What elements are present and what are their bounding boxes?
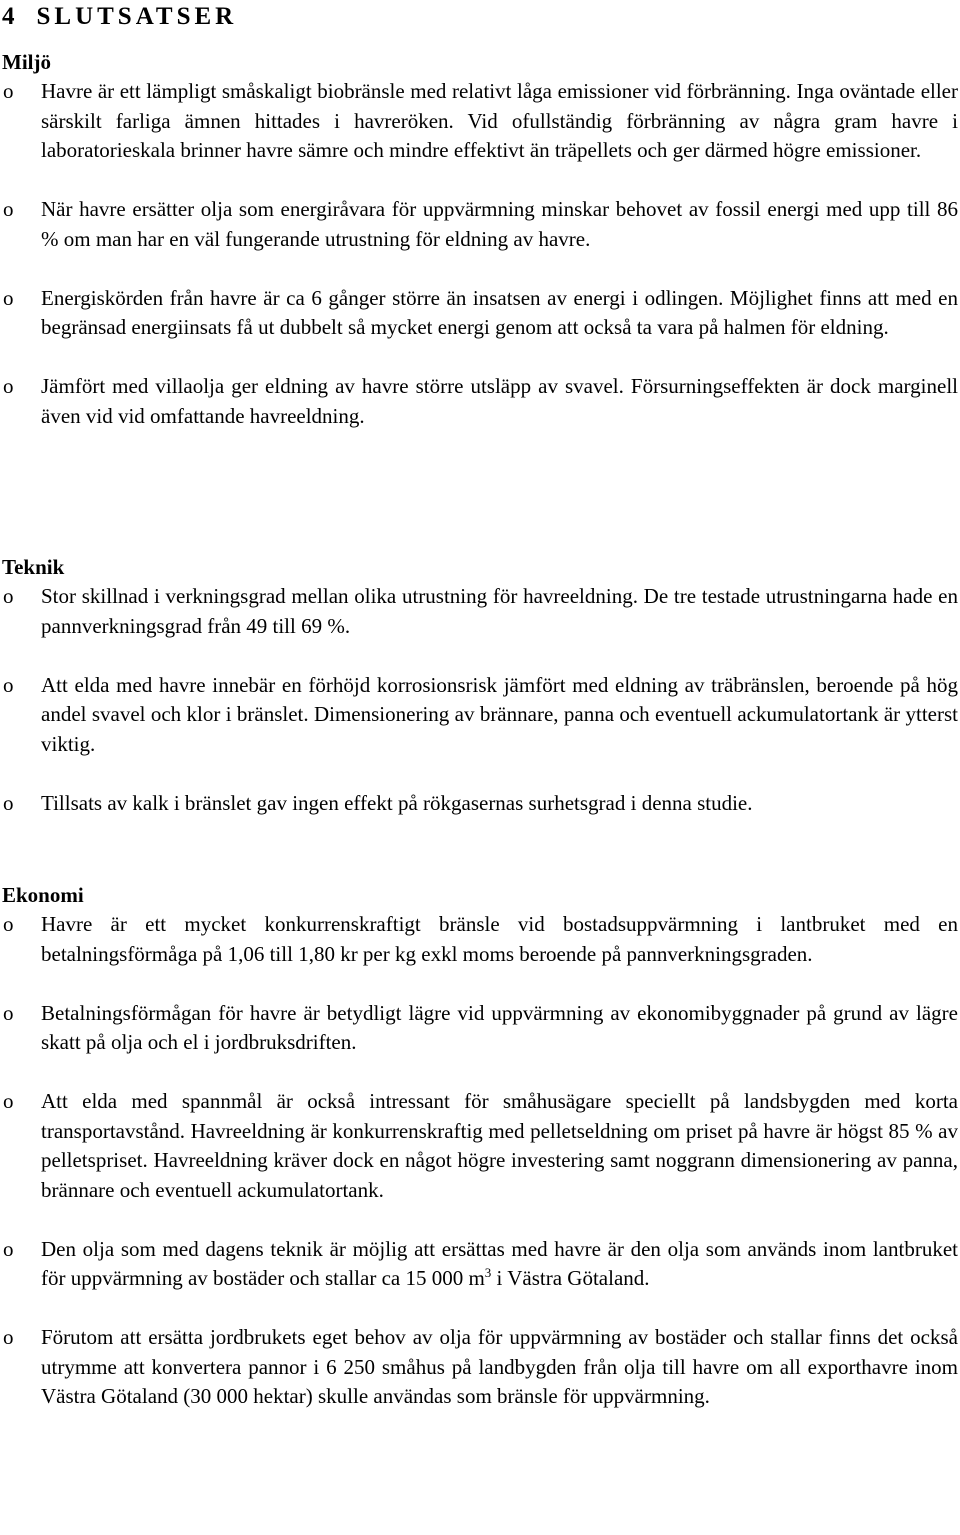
bullet-text-part: Den olja som med dagens teknik är möjlig att ersättas med havre är den olja som används inom lantbruket för uppvärmning av bostäder och stallar ca 15 000 m bbox=[41, 1236, 958, 1290]
superscript: 3 bbox=[484, 1265, 492, 1280]
bullet-text-part: i Västra Götaland. bbox=[491, 1266, 650, 1290]
bullet-text: Att elda med spannmål är också intressant för småhusägare speciellt på landsbygden med korta transportavstånd. Havreeldning är konkurrenskraftig med pelletseldning om priset på havre är högst 85 % av pelletspriset. Havreeldning kräver dock en något högre investering samt noggrann dimensionering av panna, brännare och eventuell ackumulatortank. bbox=[41, 1089, 958, 1202]
bullet-text: Stor skillnad i verkningsgrad mellan olika utrustning för havreeldning. De tre testade utrustningarna hade en pannverkningsgrad från 49 till 69 %. bbox=[41, 584, 958, 638]
bullet-marker: o bbox=[3, 912, 14, 936]
bullet-text: När havre ersätter olja som energiråvara för uppvärmning minskar behovet av fossil energi med upp till 86 % om man har en väl fungerande utrustning för eldning av havre. bbox=[41, 197, 958, 251]
section-ekonomi bbox=[0, 880, 960, 1412]
bullet-marker: o bbox=[3, 197, 14, 221]
list-item bbox=[0, 910, 960, 969]
bullet-text: Tillsats av kalk i bränslet gav ingen effekt på rökgasernas surhetsgrad i denna studie. bbox=[41, 790, 753, 815]
list-item bbox=[0, 284, 960, 343]
bullet-marker: o bbox=[3, 79, 14, 103]
list-item bbox=[0, 1087, 960, 1205]
list-item bbox=[0, 1235, 960, 1294]
bullet-marker: o bbox=[3, 1325, 14, 1349]
section-heading-teknik: Teknik bbox=[2, 555, 65, 579]
list-item bbox=[0, 789, 960, 819]
list-item bbox=[0, 999, 960, 1058]
bullet-marker: o bbox=[3, 374, 14, 398]
list-item bbox=[0, 671, 960, 760]
bullet-text: Energiskörden från havre är ca 6 gånger större än insatsen av energi i odlingen. Möjlighet finns att med en begränsad energiinsats få ut dubbelt så mycket energi genom att också ta vara på halmen för eldning. bbox=[41, 285, 958, 339]
section-miljo bbox=[0, 47, 960, 431]
bullet-marker: o bbox=[3, 1089, 14, 1113]
bullet-text: Förutom att ersätta jordbrukets eget behov av olja för uppvärmning av bostäder och stallar finns det också utrymme att konvertera pannor i 6 250 småhus på landbygden från olja till havre om all exporthavre inom Västra Götaland (30 000 hektar) skulle användas som bränsle för uppvärmning. bbox=[41, 1325, 958, 1408]
list-item bbox=[0, 372, 960, 431]
bullet-marker: o bbox=[3, 584, 14, 608]
chapter-number: 4 bbox=[2, 3, 15, 30]
bullet-marker: o bbox=[3, 1236, 14, 1261]
bullet-text: Att elda med havre innebär en förhöjd korrosionsrisk jämfört med eldning av träbränslen, beroende på hög andel svavel och klor i bränslet. Dimensionering av brännare, panna och eventuell ackumulatortank är ytterst viktig. bbox=[41, 672, 958, 756]
chapter-title bbox=[2, 0, 237, 34]
bullet-marker: o bbox=[3, 285, 14, 310]
list-item bbox=[0, 1323, 960, 1412]
bullet-marker: o bbox=[3, 1000, 14, 1025]
bullet-marker: o bbox=[3, 790, 14, 815]
list-item bbox=[0, 77, 960, 166]
bullet-text: Betalningsförmågan för havre är betydligt lägre vid uppvärmning av ekonomibyggnader på grund av lägre skatt på olja och el i jordbruksdriften. bbox=[41, 1000, 958, 1054]
bullet-text bbox=[41, 1235, 958, 1294]
list-item bbox=[0, 195, 960, 254]
chapter-title-text: SLUTSATSER bbox=[36, 3, 238, 30]
bullet-marker: o bbox=[3, 672, 14, 697]
bullet-text: Havre är ett lämpligt småskaligt biobränsle med relativt låga emissioner vid förbränning. Inga oväntade eller särskilt farliga ämnen hittades i havreröken. Vid ofullständig förbränning av några gram havre i laboratorieskala brinner havre sämre och mindre effektivt än träpellets och ger därmed högre emissioner. bbox=[41, 79, 958, 162]
section-heading-miljo: Miljö bbox=[2, 50, 51, 74]
section-heading-ekonomi: Ekonomi bbox=[2, 883, 84, 907]
bullet-text: Jämfört med villaolja ger eldning av havre större utsläpp av svavel. Försurningseffekten är dock marginell även vid vid omfattande havreeldning. bbox=[41, 374, 958, 428]
section-teknik bbox=[0, 552, 960, 818]
bullet-text: Havre är ett mycket konkurrenskraftigt bränsle vid bostadsuppvärmning i lantbruket med en betalningsförmåga på 1,06 till 1,80 kr per kg exkl moms beroende på pannverkningsgraden. bbox=[41, 912, 958, 966]
list-item bbox=[0, 582, 960, 641]
